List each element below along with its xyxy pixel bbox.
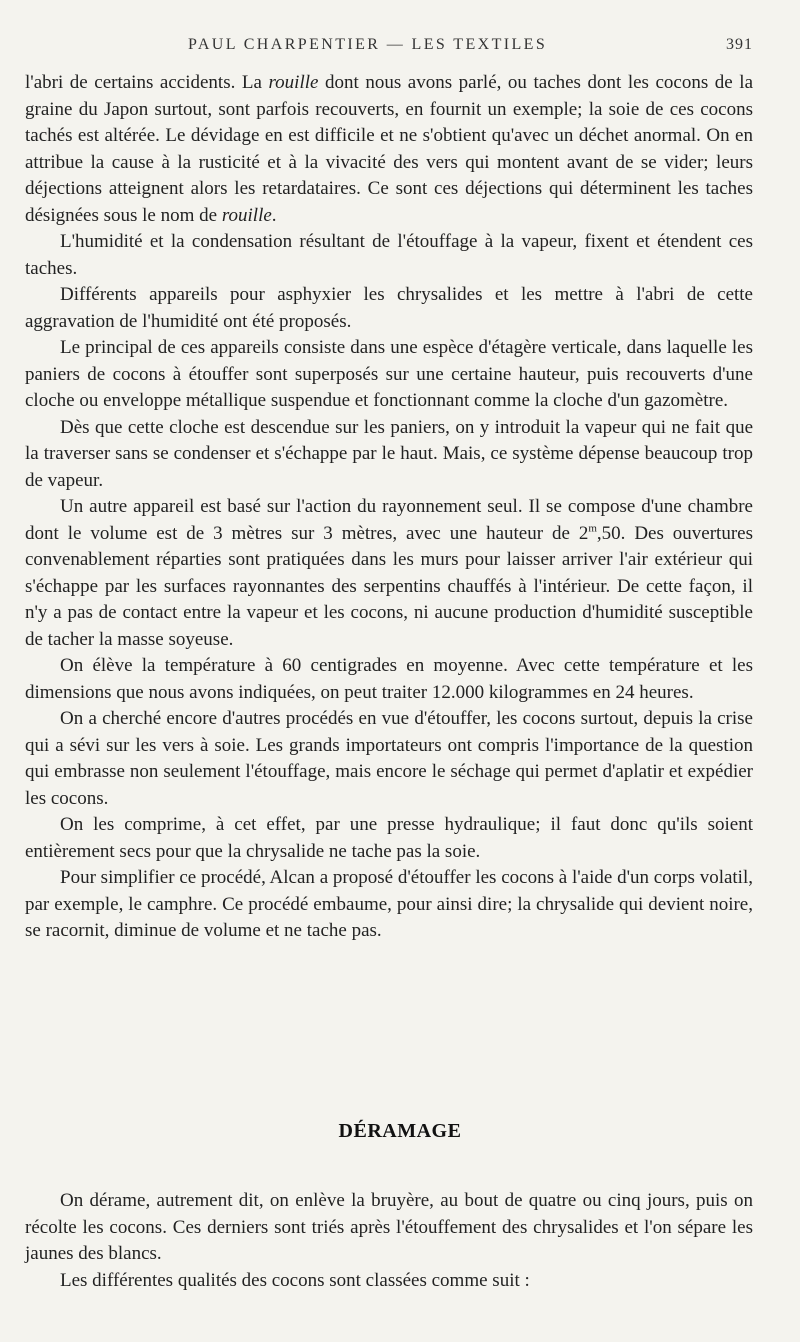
paragraph: Le principal de ces appareils consiste dans une espèce d'étagère verticale, dans laquelle les paniers de cocons à étouffer sont superposés sur une certaine hauteur, puis recouverts d'une cloche ou enveloppe métallique suspendue et fonctionnant comme la cloche d'un gazomètre. [25,337,753,411]
paragraph: On élève la température à 60 centigrades en moyenne. Avec cette température et les dimensions que nous avons indiquées, on peut traiter 12.000 kilogrammes en 24 heures. [25,655,753,703]
paragraph: Un autre appareil est basé sur l'action du rayonnement seul. Il se compose d'une chambre dont le volume est de 3 mètres sur 3 mètres, avec une hauteur de 2$^m$,50. Des ouvertures convenablement réparties sont pratiquées dans les murs pour laisser arriver l'air extérieur qui s'échappe par les surfaces rayonnantes des serpentins chauffés à l'intérieur. De cette façon, il n'y a pas de contact entre la vapeur et les cocons, ni aucune production d'humidité susceptible de tacher la masse soyeuse. [25,496,753,650]
running-title: PAUL CHARPENTIER — LES TEXTILES [188,36,548,53]
section-heading: DÉRAMAGE [338,1120,462,1142]
paragraph: Les différentes qualités des cocons sont classées comme suit : [60,1269,530,1291]
paragraph: On a cherché encore d'autres procédés en vue d'étouffer, les cocons surtout, depuis la crise qui a sévi sur les vers à soie. Les grands importateurs ont compris l'importance de la question qui embrasse non seulement l'étouffage, mais encore le séchage qui permet d'aplatir et expédier les cocons. [25,708,753,809]
paragraph: Différents appareils pour asphyxier les chrysalides et les mettre à l'abri de cette aggravation de l'humidité ont été proposés. [25,284,753,332]
paragraph: On les comprime, à cet effet, par une presse hydraulique; il faut donc qu'ils soient entièrement secs pour que la chrysalide ne tache pas la soie. [25,814,753,862]
section-text [25,1188,753,1294]
paragraph: Dès que cette cloche est descendue sur les paniers, on y introduit la vapeur qui ne fait que la traverser sans se condenser et s'échappe par le haut. Mais, ce système dépense beaucoup trop de vapeur. [25,416,753,491]
paragraph: Pour simplifier ce procédé, Alcan a proposé d'étouffer les cocons à l'aide d'un corps volatil, par exemple, le camphre. Ce procédé embaume, pour ainsi dire; la chrysalide qui devient noire, se racornit, diminue de volume et ne tache pas. [25,867,753,941]
page-number: 391 [726,36,753,53]
paragraph: l'abri de certains accidents. La rouille dont nous avons parlé, ou taches dont les cocons de la graine du Japon surtout, sont parfois recouverts, en fournit un exemple; la soie de ces cocons tachés est altérée. Le dévidage en est difficile et ne s'obtient qu'avec un déchet anormal. On en attribue la cause à la rusticité et à la vivacité des vers qui montent avant de se vider; leurs déjections atteignent alors les retardataires. Ce sont ces déjections qui déterminent les taches désignées sous le nom de rouille. [25,72,753,226]
paragraph: On dérame, autrement dit, on enlève la bruyère, au bout de quatre ou cinq jours, puis on récolte les cocons. Ces derniers sont triés après l'étouffement des chrysalides et l'on sépare les jaunes des blancs. [25,1190,753,1264]
paragraph: L'humidité et la condensation résultant de l'étouffage à la vapeur, fixent et étendent ces taches. [25,231,753,279]
main-text [25,70,753,945]
running-header [0,36,800,60]
